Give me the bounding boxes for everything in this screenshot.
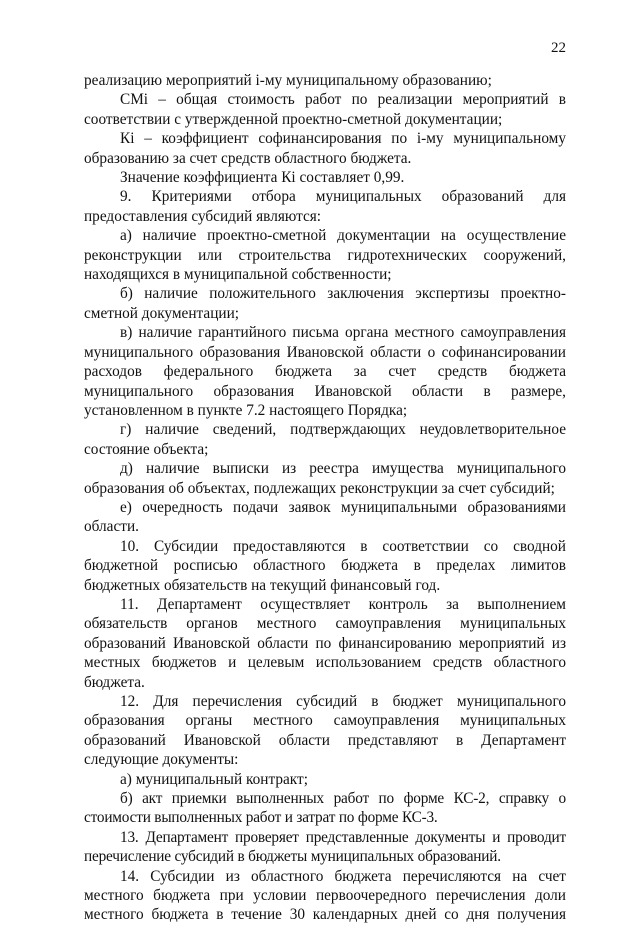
paragraph-cmi-definition: СМi – общая стоимость работ по реализации мероприятий в соответствии с утвержденной проектно-сметной документации; xyxy=(84,91,566,128)
document-item-b: б) акт приемки выполненных работ по форме КС-2, справку о стоимости выполненных работ и затрат по форме КС-3. xyxy=(84,790,566,827)
paragraph-13: 13. Департамент проверяет представленные документы и проводит перечисление субсидий в бюджеты муниципальных образований. xyxy=(84,828,566,866)
list-item-a: а) наличие проектно-сметной документации на осуществление реконструкции или строительства гидротехнических сооружений, находящихся в муниципальной собственности; xyxy=(84,227,566,284)
paragraph-ki-value: Значение коэффициента Кi составляет 0,99. xyxy=(120,169,405,187)
list-item-d: д) наличие выписки из реестра имущества муниципального образования об объектах, подлежащих реконструкции за счет субсидий; xyxy=(84,460,566,497)
document-body xyxy=(84,71,566,925)
paragraph-ki-definition: Кi – коэффициент софинансирования по i-му муниципальному образованию за счет средств областного бюджета. xyxy=(84,130,566,167)
paragraph-11: 11. Департамент осуществляет контроль за выполнением обязательств органов местного самоуправления муниципальных образований Ивановской области по финансированию мероприятий из местных бюджетов и целевым использованием средств областного бюджета. xyxy=(84,595,566,691)
list-item-v: в) наличие гарантийного письма органа местного самоуправления муниципального образования Ивановской области о софинансировании расходов федерального бюджета за счет средств бюджета муниципального образования Ивановской области в размере, установленном в пункте 7.2 настоящего Порядка; xyxy=(84,324,566,419)
document-item-a: а) муниципальный контракт; xyxy=(120,770,308,788)
paragraph-12: 12. Для перечисления субсидий в бюджет муниципального образования органы местного самоуправления муниципальных образований Ивановской области представляют в Департамент следующие документы: xyxy=(84,693,566,769)
list-item-b: б) наличие положительного заключения экспертизы проектно-сметной документации; xyxy=(84,285,566,322)
paragraph-continued: реализацию мероприятий i-му муниципальному образованию; xyxy=(84,72,492,89)
paragraph-10: 10. Субсидии предоставляются в соответствии со сводной бюджетной росписью областного бюджета в пределах лимитов бюджетных обязательств на текущий финансовый год. xyxy=(84,537,566,594)
page-number: 22 xyxy=(551,40,566,56)
paragraph-14: 14. Субсидии из областного бюджета перечисляются на счет местного бюджета при условии первоочередного перечисления доли местного бюджета в течение 30 календарных дней со дня получения xyxy=(84,867,566,924)
paragraph-9-criteria: 9. Критериями отбора муниципальных образований для предоставления субсидий являются: xyxy=(84,188,566,225)
list-item-e: е) очередность подачи заявок муниципальными образованиями области. xyxy=(84,498,566,536)
list-item-g: г) наличие сведений, подтверждающих неудовлетворительное состояние объекта; xyxy=(84,421,566,458)
